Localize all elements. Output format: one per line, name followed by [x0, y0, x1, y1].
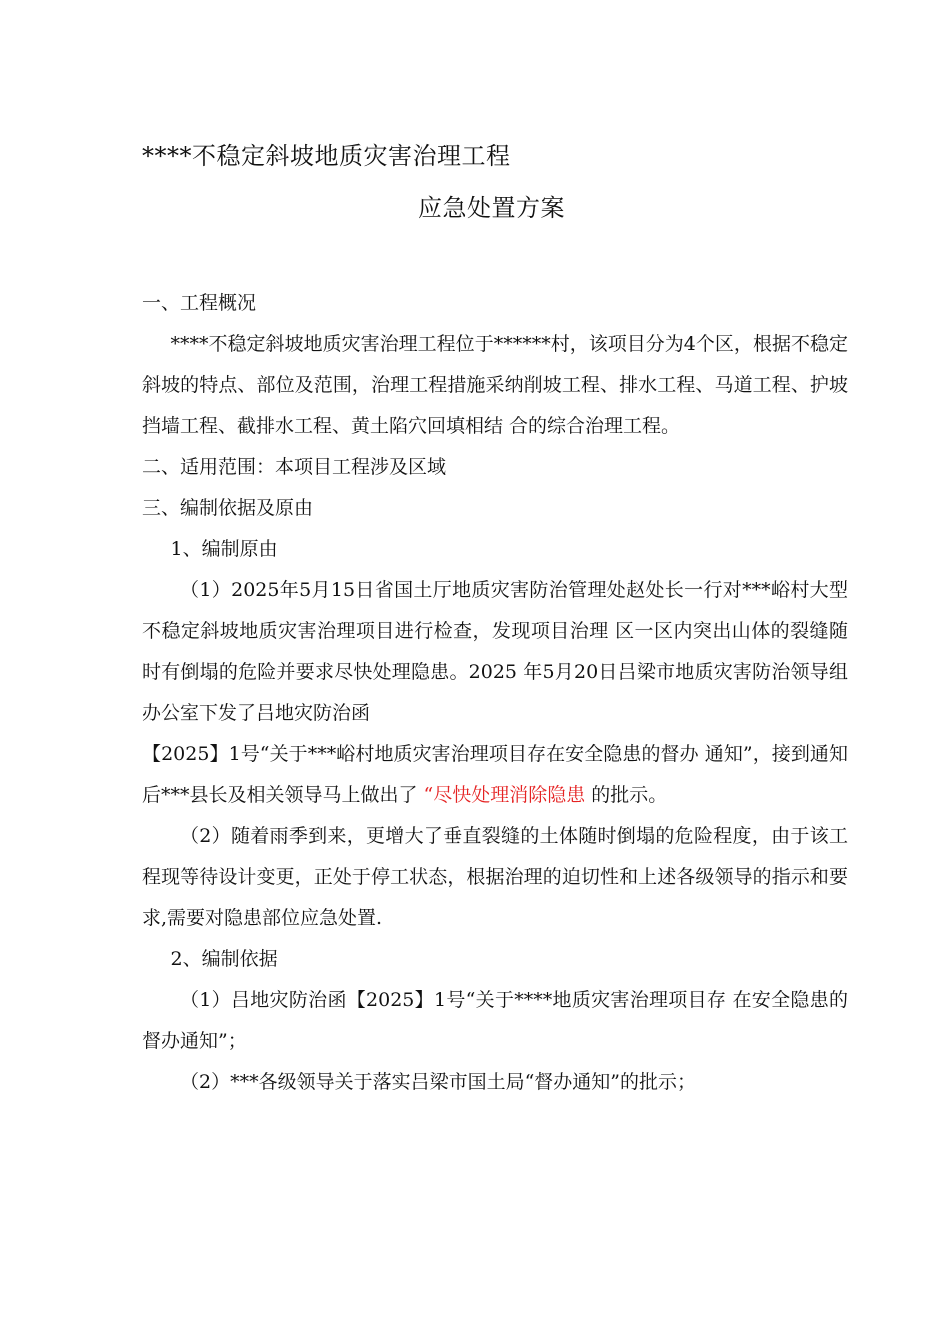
paragraph-text: 的批示。 — [585, 784, 668, 806]
paragraph-basis-2: （2）***各级领导关于落实吕梁市国土局“督办通知”的批示； — [180, 1071, 697, 1093]
paragraph-text: 【2025】1号“关于***峪村地质灾害治理项目存在安全隐患的督办 通知”，接到通知后***县长及相关领导马上做出了 — [142, 743, 848, 806]
document-title-line1: ****不稳定斜坡地质灾害治理工程 — [142, 142, 511, 170]
subheading-basis: 2、编制依据 — [170, 948, 278, 970]
document-body — [142, 283, 848, 1103]
subheading-reason: 1、编制原由 — [170, 538, 278, 560]
paragraph-reason-1: （1）2025年5月15日省国土厅地质灾害防治管理处赵处长一行对***峪村大型不稳定斜坡地质灾害治理项目进行检查，发现项目治理 区一区内突出山体的裂缝随时有倒塌的危险并要求尽快处理隐患。2025 年5月20日吕梁市地质灾害防治领导组办公室下发了吕地灾防治函 — [142, 579, 848, 724]
paragraph-basis-1: （1）吕地灾防治函【2025】1号“关于****地质灾害治理项目存 在安全隐患的督办通知”； — [142, 989, 848, 1052]
document-title-line2: 应急处置方案 — [418, 194, 565, 222]
section-heading-basis: 三、编制依据及原由 — [142, 497, 314, 519]
highlighted-text: “尽快处理消除隐患 — [423, 784, 586, 806]
section-heading-scope: 二、适用范围：本项目工程涉及区域 — [142, 456, 447, 478]
section-heading-overview: 一、工程概况 — [142, 292, 257, 314]
paragraph-reason-2: （2）随着雨季到来，更增大了垂直裂缝的土体随时倒塌的危险程度，由于该工程现等待设计变更，正处于停工状态，根据治理的迫切性和上述各级领导的指示和要求,需要对隐患部位应急处置. — [142, 825, 848, 929]
paragraph-overview: ****不稳定斜坡地质灾害治理工程位于******村，该项目分为4个区，根据不稳定斜坡的特点、部位及范围，治理工程措施采纳削坡工程、排水工程、马道工程、护坡挡墙工程、截排水工程、黄土陷穴回填相结 合的综合治理工程。 — [142, 333, 848, 437]
paragraph-reason-1-cont — [142, 734, 848, 816]
